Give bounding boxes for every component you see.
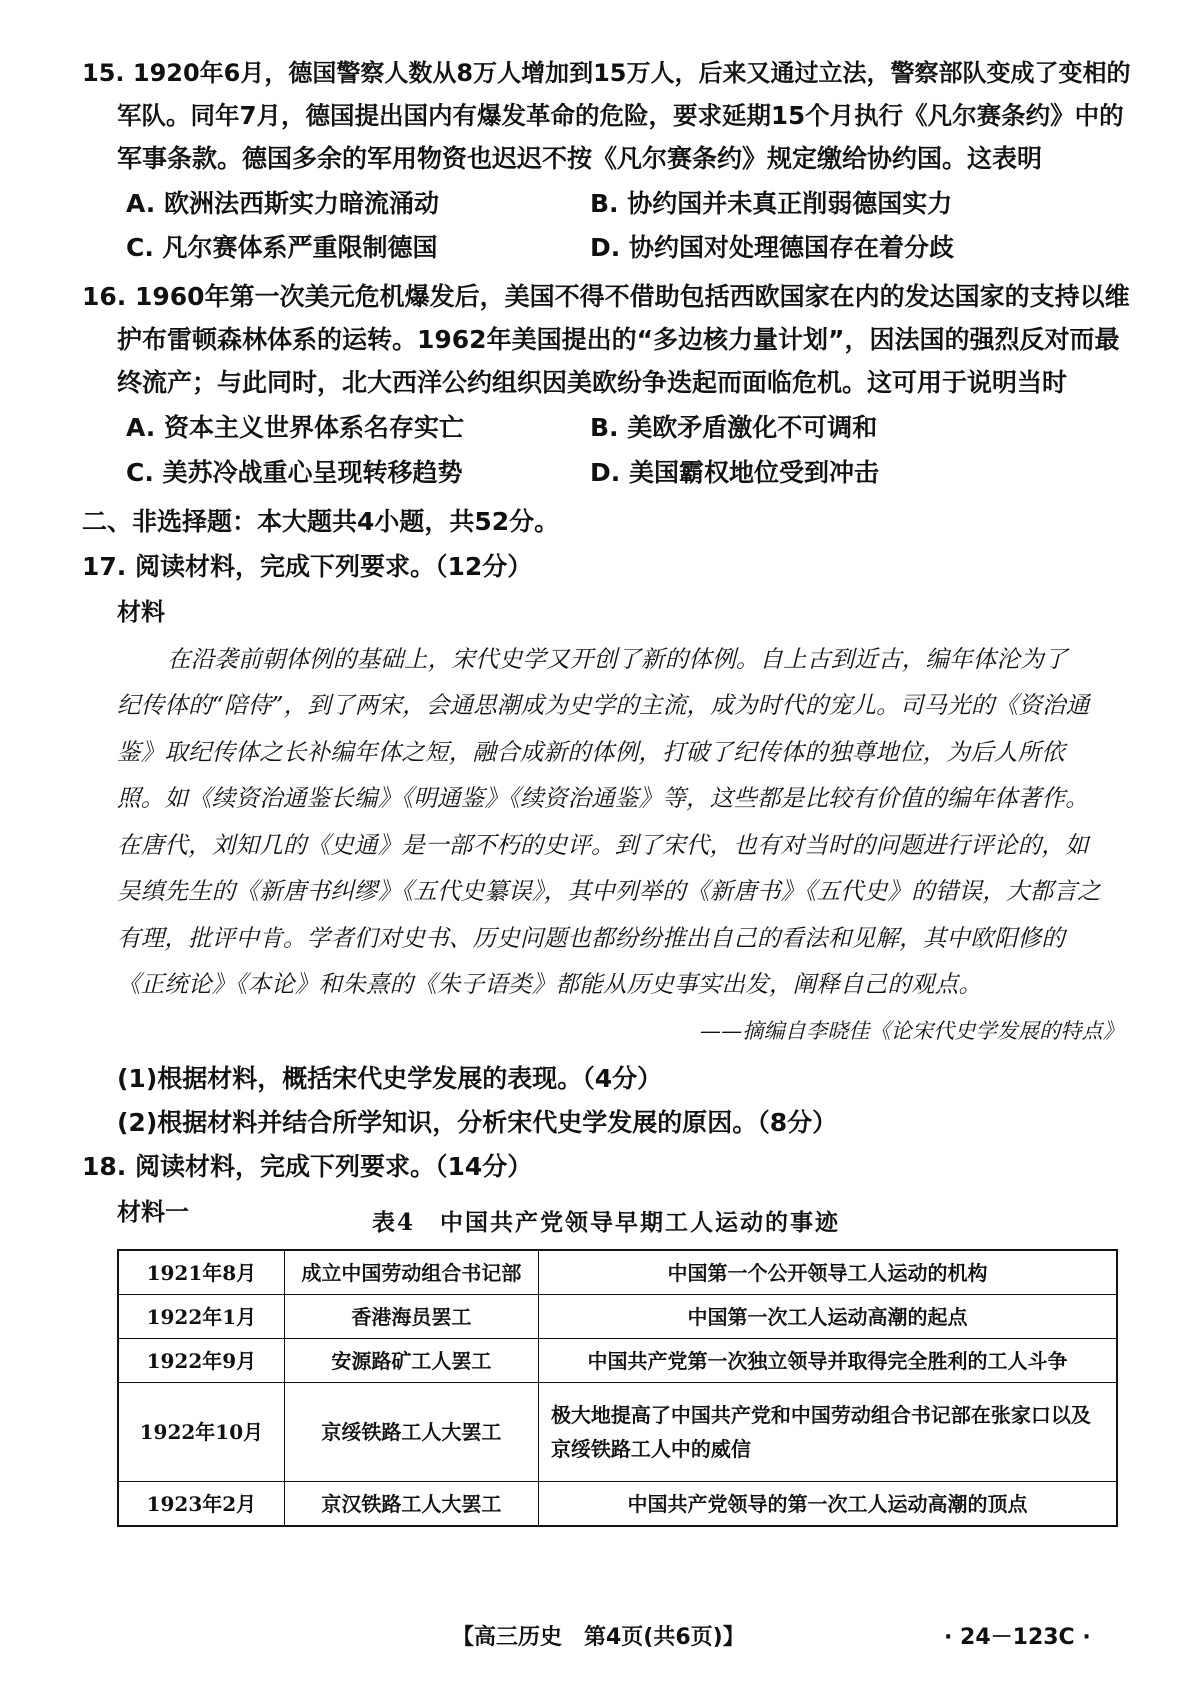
q15-line-1: 15. 1920年6月，德国警察人数从8万人增加到15万人，后来又通过立法，警察部队变成了变相的 bbox=[82, 59, 1131, 87]
q17-source: ——摘编自李晓佳《论宋代史学发展的特点》 bbox=[700, 1019, 1124, 1043]
table-cell-significance: 中国第一个公开领导工人运动的机构 bbox=[538, 1250, 1117, 1295]
q15-option-d: D. 协约国对处理德国存在着分歧 bbox=[590, 233, 954, 262]
table-row bbox=[118, 1250, 1117, 1295]
q16-option-a: A. 资本主义世界体系名存实亡 bbox=[126, 413, 465, 442]
table-cell-significance: 中国共产党领导的第一次工人运动高潮的顶点 bbox=[538, 1482, 1117, 1527]
table-cell-event: 香港海员罢工 bbox=[284, 1295, 538, 1339]
q18-material-label: 材料一 bbox=[117, 1198, 189, 1226]
q16-line-1: 16. 1960年第一次美元危机爆发后，美国不得不借助包括西欧国家在内的发达国家的支持以维 bbox=[82, 282, 1130, 311]
q17-material-label: 材料 bbox=[117, 598, 165, 626]
q16-line-2: 护布雷顿森林体系的运转。1962年美国提出的“多边核力量计划”，因法国的强烈反对而最 bbox=[117, 325, 1120, 354]
q17-material-line-6: 吴缜先生的《新唐书纠缪》《五代史纂误》，其中列举的《新唐书》《五代史》的错误，大都言之 bbox=[117, 877, 1101, 905]
q17-sub-question-2: (2)根据材料并结合所学知识，分析宋代史学发展的原因。（8分） bbox=[117, 1108, 838, 1137]
table-caption: 表4 中国共产党领导早期工人运动的事迹 bbox=[372, 1209, 841, 1236]
table-row bbox=[118, 1383, 1117, 1482]
q17-material-line-2: 纪传体的“陪侍”，到了两宋，会通思潮成为史学的主流，成为时代的宠儿。司马光的《资治通 bbox=[117, 691, 1090, 719]
table-cell-event: 成立中国劳动组合书记部 bbox=[284, 1250, 538, 1295]
table-cell-date: 1922年10月 bbox=[118, 1383, 284, 1482]
q17-sub-question-1: (1)根据材料，概括宋代史学发展的表现。（4分） bbox=[117, 1064, 663, 1093]
events-table bbox=[117, 1249, 1118, 1527]
q15-line-2: 军队。同年7月，德国提出国内有爆发革命的危险，要求延期15个月执行《凡尔赛条约》中的 bbox=[117, 101, 1124, 130]
q17-material-line-8: 《正统论》《本论》和朱熹的《朱子语类》都能从历史事实出发，阐释自己的观点。 bbox=[117, 970, 983, 998]
table-cell-significance: 极大地提高了中国共产党和中国劳动组合书记部在张家口以及京绥铁路工人中的威信 bbox=[538, 1383, 1117, 1482]
q16-option-b: B. 美欧矛盾激化不可调和 bbox=[590, 413, 878, 442]
table-cell-significance: 中国共产党第一次独立领导并取得完全胜利的工人斗争 bbox=[538, 1339, 1117, 1383]
q15-option-b: B. 协约国并未真正削弱德国实力 bbox=[590, 189, 953, 218]
table-cell-date: 1922年1月 bbox=[118, 1295, 284, 1339]
q17-stem: 17. 阅读材料，完成下列要求。（12分） bbox=[82, 552, 533, 581]
q17-material-line-3: 鉴》取纪传体之长补编年体之短，融合成新的体例，打破了纪传体的独尊地位，为后人所依 bbox=[117, 738, 1065, 766]
table-cell-significance: 中国第一次工人运动高潮的起点 bbox=[538, 1295, 1117, 1339]
page-footer-code: · 24－123C · bbox=[944, 1625, 1091, 1650]
table-cell-date: 1922年9月 bbox=[118, 1339, 284, 1383]
table-cell-event: 安源路矿工人罢工 bbox=[284, 1339, 538, 1383]
q15-option-c: C. 凡尔赛体系严重限制德国 bbox=[126, 233, 438, 262]
q17-material-line-5: 在唐代，刘知几的《史通》是一部不朽的史评。到了宋代，也有对当时的问题进行评论的，如 bbox=[117, 831, 1089, 859]
table-row bbox=[118, 1482, 1117, 1527]
q16-option-d: D. 美国霸权地位受到冲击 bbox=[590, 458, 879, 487]
q16-option-c: C. 美苏冷战重心呈现转移趋势 bbox=[126, 458, 463, 487]
table-cell-event: 京汉铁路工人大罢工 bbox=[284, 1482, 538, 1527]
page-footer-label: 【高三历史 第4页(共6页)】 bbox=[452, 1625, 745, 1650]
q18-stem: 18. 阅读材料，完成下列要求。（14分） bbox=[82, 1152, 533, 1181]
q17-material-line-7: 有理，批评中肯。学者们对史书、历史问题也都纷纷推出自己的看法和见解，其中欧阳修的 bbox=[117, 924, 1065, 952]
table-row bbox=[118, 1339, 1117, 1383]
section-heading: 二、非选择题：本大题共4小题，共52分。 bbox=[82, 507, 560, 536]
table-cell-date: 1923年2月 bbox=[118, 1482, 284, 1527]
table-cell-event: 京绥铁路工人大罢工 bbox=[284, 1383, 538, 1482]
table-cell-date: 1921年8月 bbox=[118, 1250, 284, 1295]
q17-material-line-4: 照。如《续资治通鉴长编》《明通鉴》《续资治通鉴》等，这些都是比较有价值的编年体著作。 bbox=[117, 784, 1089, 812]
q15-option-a: A. 欧洲法西斯实力暗流涌动 bbox=[126, 189, 440, 218]
table-row bbox=[118, 1295, 1117, 1339]
q15-line-3: 军事条款。德国多余的军用物资也迟迟不按《凡尔赛条约》规定缴给协约国。这表明 bbox=[117, 144, 1043, 173]
q16-line-3: 终流产；与此同时，北大西洋公约组织因美欧纷争迭起而面临危机。这可用于说明当时 bbox=[117, 368, 1068, 397]
q17-material-line-1: 在沿袭前朝体例的基础上，宋代史学又开创了新的体例。自上古到近古，编年体沦为了 bbox=[167, 645, 1068, 673]
